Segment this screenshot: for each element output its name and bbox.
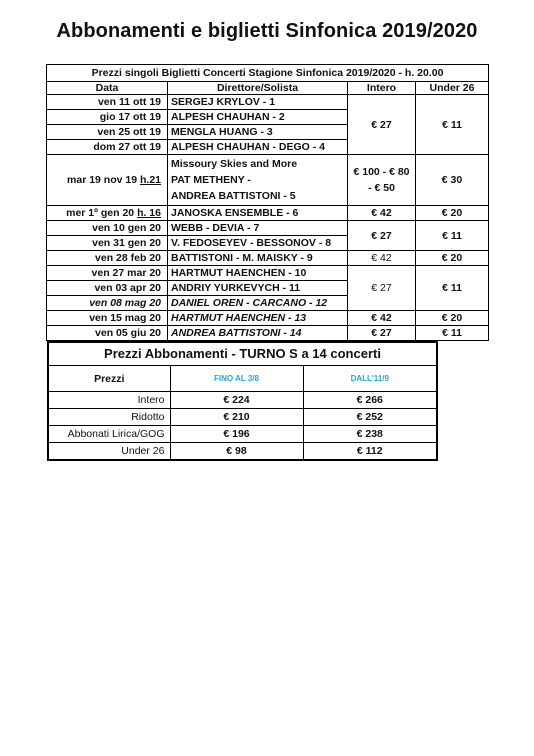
price-under26: € 11 xyxy=(416,221,489,251)
price-intero: € 42 xyxy=(348,251,416,266)
price-intero: € 42 xyxy=(348,311,416,326)
row-director: WEBB - DEVIA - 7 xyxy=(168,221,348,236)
row-director: BATTISTONI - M. MAISKY - 9 xyxy=(168,251,348,266)
price-under26: € 11 xyxy=(416,266,489,311)
row-director: HARTMUT HAENCHEN - 10 xyxy=(168,266,348,281)
table-row xyxy=(47,206,489,221)
price-intero: € 42 xyxy=(348,206,416,221)
row-label: Under 26 xyxy=(48,443,170,461)
row-date: ven 15 mag 20 xyxy=(47,311,168,326)
table-row xyxy=(48,409,437,426)
table-row xyxy=(48,426,437,443)
row-date: gio 17 ott 19 xyxy=(47,110,168,125)
row-director xyxy=(168,155,348,206)
row-date: ven 05 giu 20 xyxy=(47,326,168,341)
header-intero: Intero xyxy=(348,82,416,95)
row-label: Ridotto xyxy=(48,409,170,426)
row-director: MENGLA HUANG - 3 xyxy=(168,125,348,140)
table-row xyxy=(47,311,489,326)
row-value-early: € 98 xyxy=(170,443,303,461)
row-label: Intero xyxy=(48,392,170,409)
row-date: ven 03 apr 20 xyxy=(47,281,168,296)
price-intero: € 27 xyxy=(348,95,416,155)
tickets-caption: Prezzi singoli Biglietti Concerti Stagione Sinfonica 2019/2020 - h. 20.00 xyxy=(47,65,489,82)
price-intero: € 100 - € 80 - € 50 xyxy=(348,155,416,206)
row-value-early: € 196 xyxy=(170,426,303,443)
price-under26: € 30 xyxy=(416,155,489,206)
header-fino-al: FINO AL 3/8 xyxy=(170,366,303,392)
price-under26: € 20 xyxy=(416,206,489,221)
header-dall: DALL'11/9 xyxy=(303,366,437,392)
row-director: SERGEJ KRYLOV - 1 xyxy=(168,95,348,110)
hour-text: h. 16 xyxy=(137,207,161,219)
row-date: ven 31 gen 20 xyxy=(47,236,168,251)
table-row xyxy=(47,326,489,341)
row-date: ven 11 ott 19 xyxy=(47,95,168,110)
table-row xyxy=(47,251,489,266)
row-date: dom 27 ott 19 xyxy=(47,140,168,155)
subscriptions-title: Prezzi Abbonamenti - TURNO S a 14 concerti xyxy=(48,342,437,366)
price-intero: € 27 xyxy=(348,266,416,311)
price-intero: € 27 xyxy=(348,221,416,251)
date-text: mar 19 nov 19 xyxy=(67,174,140,186)
row-director: ALPESH CHAUHAN - DEGO - 4 xyxy=(168,140,348,155)
row-director: DANIEL OREN - CARCANO - 12 xyxy=(168,296,348,311)
row-label: Abbonati Lirica/GOG xyxy=(48,426,170,443)
price-under26: € 20 xyxy=(416,251,489,266)
table-row xyxy=(48,443,437,461)
table-row xyxy=(47,266,489,281)
subscriptions-table xyxy=(47,341,438,461)
row-date: ven 25 ott 19 xyxy=(47,125,168,140)
row-value-late: € 112 xyxy=(303,443,437,461)
director-line: ANDREA BATTISTONI - 5 xyxy=(171,190,296,202)
price-under26: € 11 xyxy=(416,326,489,341)
single-tickets-table xyxy=(46,64,489,341)
row-value-early: € 210 xyxy=(170,409,303,426)
row-date: ven 08 mag 20 xyxy=(47,296,168,311)
row-director: V. FEDOSEYEV - BESSONOV - 8 xyxy=(168,236,348,251)
row-value-late: € 266 xyxy=(303,392,437,409)
table-row xyxy=(47,221,489,236)
row-value-late: € 238 xyxy=(303,426,437,443)
row-value-late: € 252 xyxy=(303,409,437,426)
row-value-early: € 224 xyxy=(170,392,303,409)
row-date: ven 27 mar 20 xyxy=(47,266,168,281)
date-text: mer 1º gen 20 xyxy=(66,207,138,219)
header-director: Direttore/Solista xyxy=(168,82,348,95)
header-date: Data xyxy=(47,82,168,95)
header-under26: Under 26 xyxy=(416,82,489,95)
table-row xyxy=(48,392,437,409)
director-line: Missoury Skies and More xyxy=(171,158,298,170)
row-director: ANDRIY YURKEVYCH - 11 xyxy=(168,281,348,296)
page-title: Abbonamenti e biglietti Sinfonica 2019/2020 xyxy=(56,20,478,42)
price-under26: € 11 xyxy=(416,95,489,155)
row-director: ALPESH CHAUHAN - 2 xyxy=(168,110,348,125)
row-director: ANDREA BATTISTONI - 14 xyxy=(168,326,348,341)
row-director: JANOSKA ENSEMBLE - 6 xyxy=(168,206,348,221)
price-under26: € 20 xyxy=(416,311,489,326)
table-row xyxy=(47,155,489,206)
row-date: ven 10 gen 20 xyxy=(47,221,168,236)
row-date xyxy=(47,206,168,221)
hour-text: h.21 xyxy=(139,174,161,186)
price-intero: € 27 xyxy=(348,326,416,341)
row-date xyxy=(47,155,168,206)
row-date: ven 28 feb 20 xyxy=(47,251,168,266)
director-line: PAT METHENY - xyxy=(171,174,251,186)
row-director: HARTMUT HAENCHEN - 13 xyxy=(168,311,348,326)
table-row xyxy=(47,95,489,110)
header-prezzi: Prezzi xyxy=(48,366,170,392)
